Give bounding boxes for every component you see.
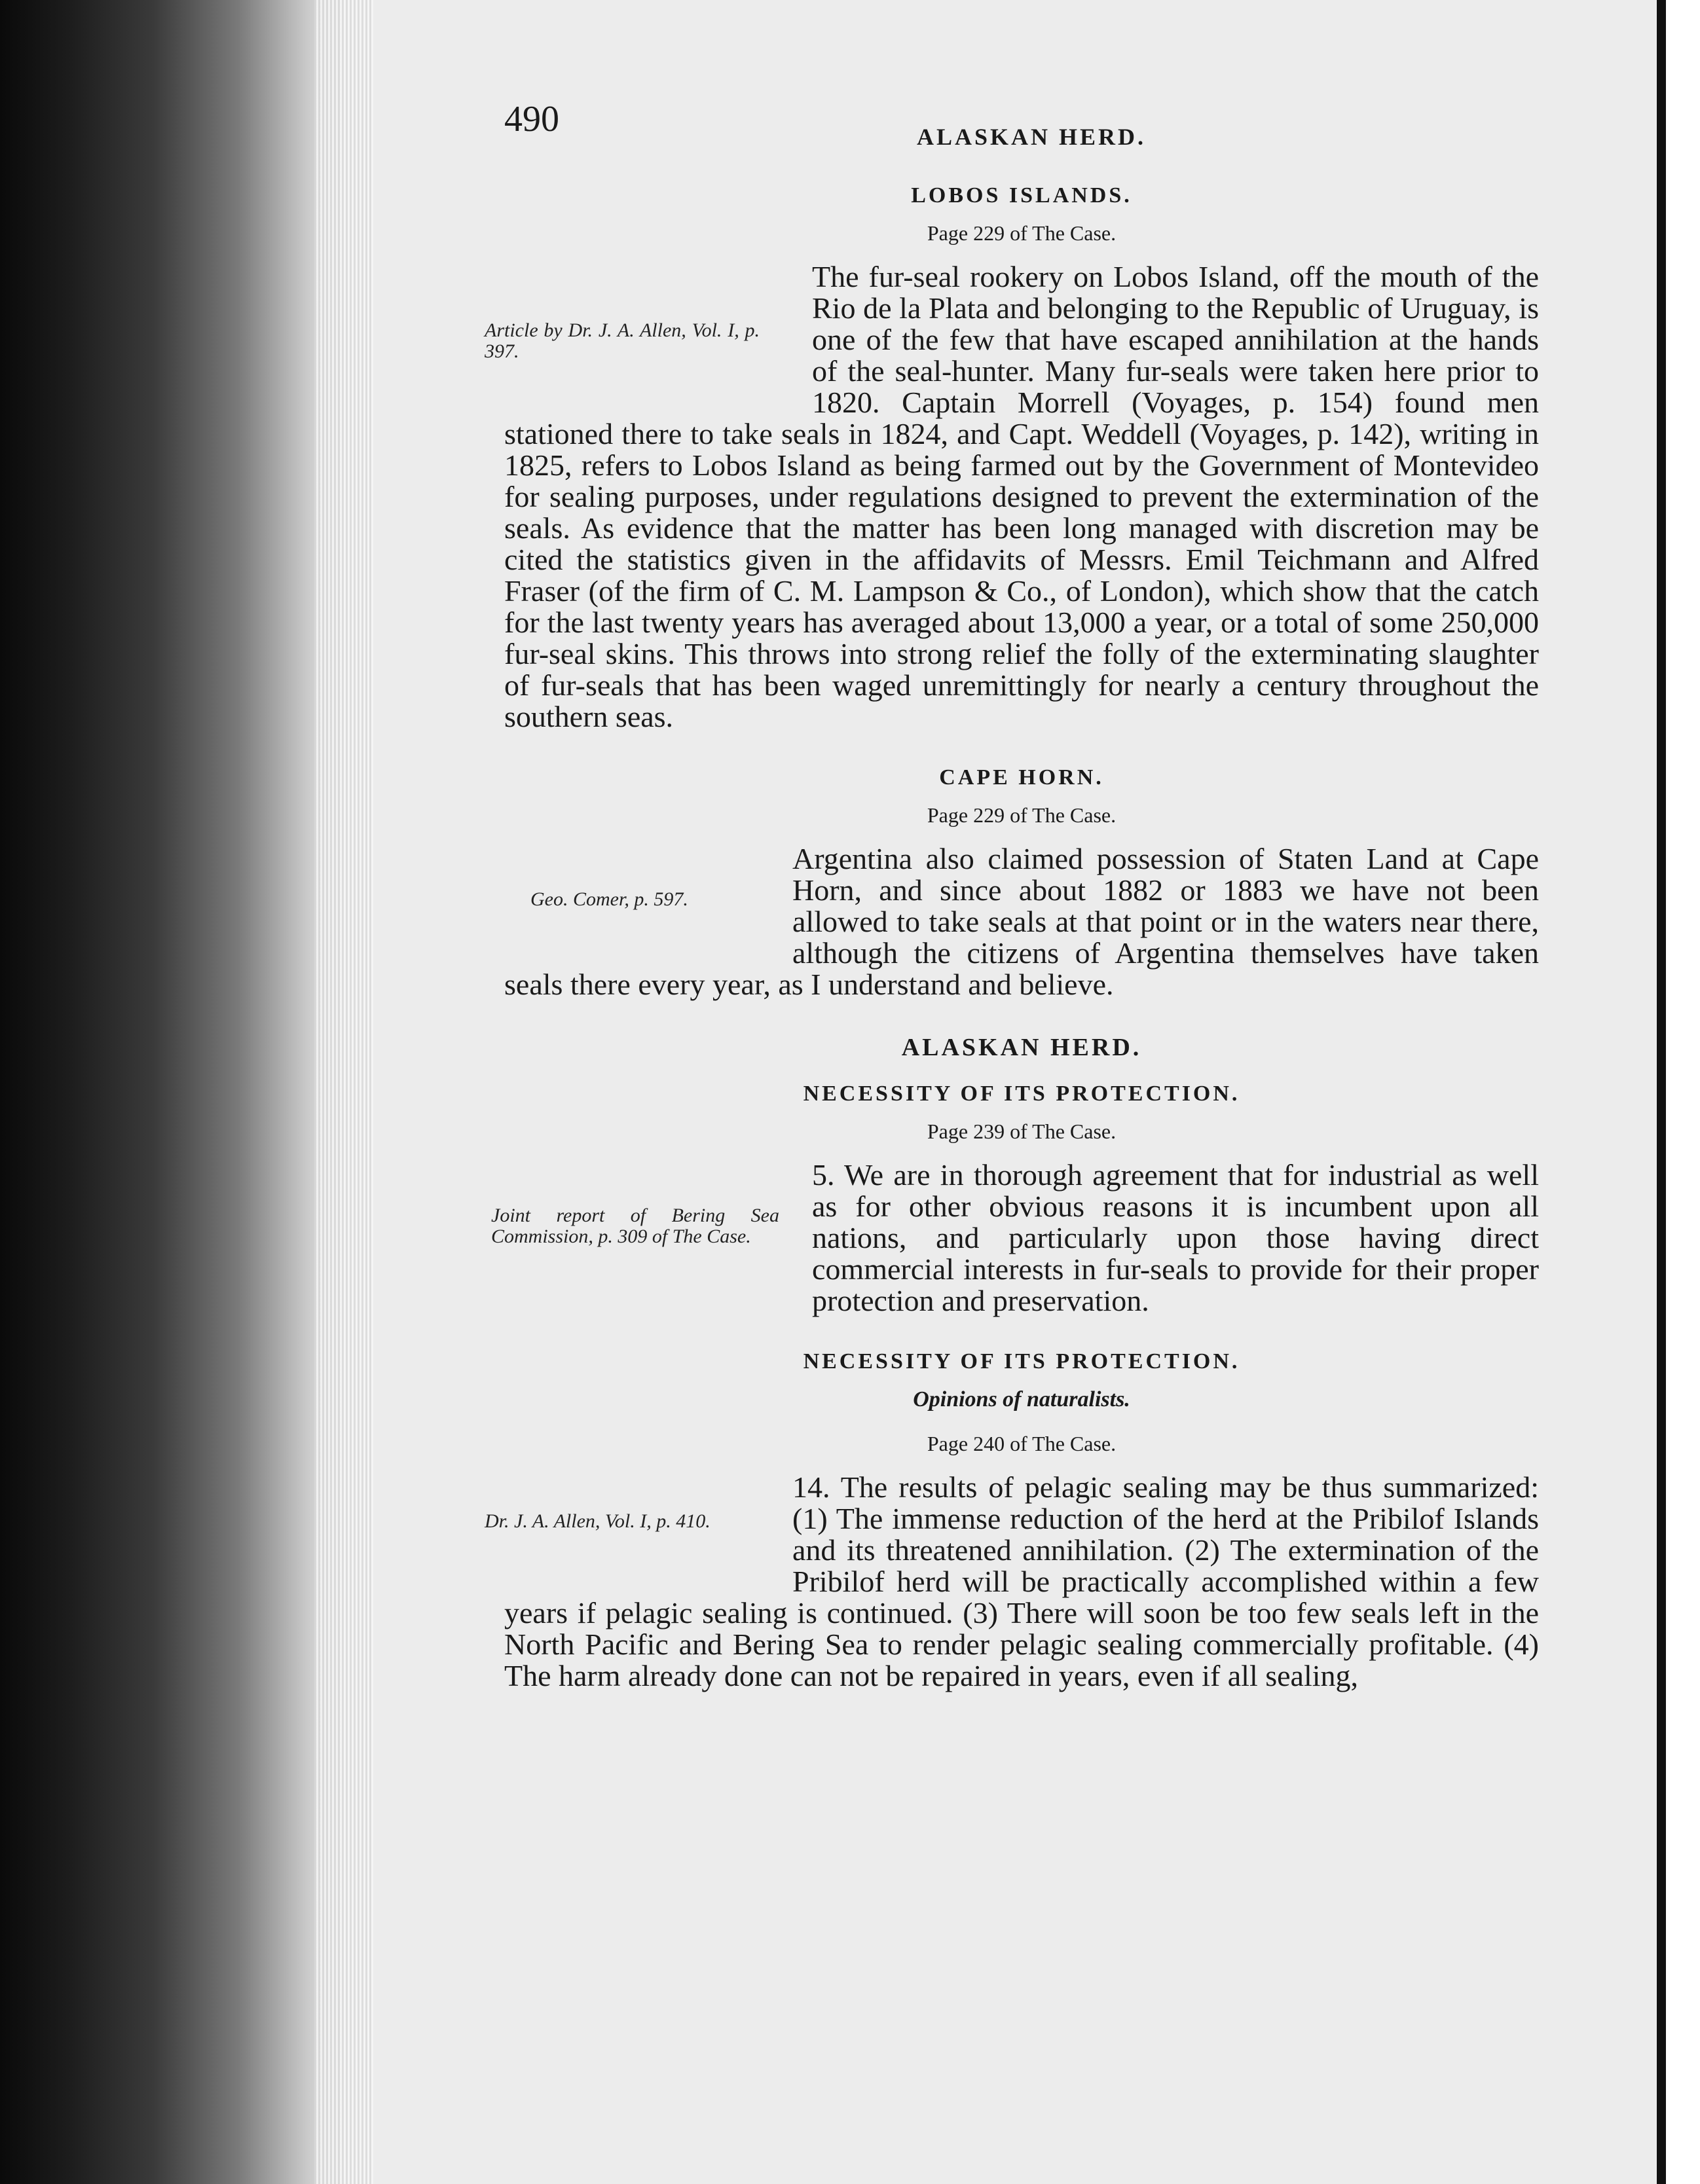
section-title: NECESSITY OF ITS PROTECTION. [803,1349,1240,1374]
section-paragraph [491,1158,1539,1317]
section-paragraph [485,260,1539,733]
running-title: ALASKAN HERD. [917,124,1147,150]
case-reference: Page 239 of The Case. [927,1119,1117,1143]
margin-note: Dr. J. A. Allen, Vol. I, p. 410. [485,1510,711,1532]
section-title: CAPE HORN. [939,765,1104,790]
section-subtitle: Opinions of naturalists. [913,1387,1130,1411]
section-paragraph [504,843,1539,1000]
paragraph-text: The fur-seal rookery on Lobos Island, off the mouth of the Rio de la Plata and belonging to the Republic of Uruguay, is one of the few that have escaped annihilation at the hands of the seal-hunter. Many fur-seals were taken here prior to 1820. Captain Morrell (Voyages, p. 154) found men stationed there to take seals in 1824, and Capt. Weddell (Voyages, p. 142), writing in 1825, refers to Lobos Island as being farmed out by the Government of Montevideo for sealing purposes, under regulations designed to prevent the extermination of the seals. As evidence that the matter has been long managed with discretion may be cited the statistics given in the affidavits of Messrs. Emil Teichmann and Alfred Fraser (of the firm of C. M. Lampson & Co., of London), which show that the catch for the last twenty years has averaged about 13,000 a year, or a total of some 250,000 fur-seal skins. This throws into strong relief the folly of the exterminating slaughter of fur-seals that has been waged unremittingly for nearly a century throughout the southern seas. [504,260,1539,733]
paragraph-text: 14. The results of pelagic sealing may be thus summarized: (1) The immense reduction of the herd at the Pribilof Islands and its threatened annihilation. (2) The extermination of the Pribilof herd will be practically accomplished within a few years if pelagic sealing is continued. (3) There will soon be too few seals left in the North Pacific and Bering Sea to render pelagic sealing commercially profitable. (4) The harm already done can not be repaired in years, even if all sealing, [504,1470,1539,1692]
section-subtitle: NECESSITY OF ITS PROTECTION. [803,1082,1240,1106]
facing-page-edge [1657,0,1700,2184]
section-title: ALASKAN HERD. [901,1034,1142,1061]
margin-note: Joint report of Bering Sea Commission, p. 309 of The Case. [491,1205,779,1247]
margin-note: Geo. Comer, p. 597. [530,888,688,910]
paragraph-text: Argentina also claimed possession of Staten Land at Cape Horn, and since about 1882 or 1883 we have not been allowed to take seals at that point or in the waters near there, although the citizens of Argentina themselves have taken seals there every year, as I understand and believe. [504,842,1539,1001]
running-header [504,98,1539,164]
page-number: 490 [504,99,559,139]
page-edges [314,0,373,2184]
margin-note: Article by Dr. J. A. Allen, Vol. I, p. 397. [485,319,760,362]
section-paragraph [485,1470,1539,1692]
book-spine-shadow [0,0,341,2184]
case-reference: Page 240 of The Case. [927,1432,1117,1455]
case-reference: Page 229 of The Case. [927,221,1117,245]
case-reference: Page 229 of The Case. [927,803,1117,827]
paragraph-text: 5. We are in thorough agreement that for industrial as well as for other obvious reasons it is incumbent upon all nations, and particularly upon those having direct commercial interests in fur-seals to provide for their proper protection and preservation. [812,1158,1539,1317]
section-title: LOBOS ISLANDS. [911,183,1132,208]
page-text [485,98,1539,1724]
